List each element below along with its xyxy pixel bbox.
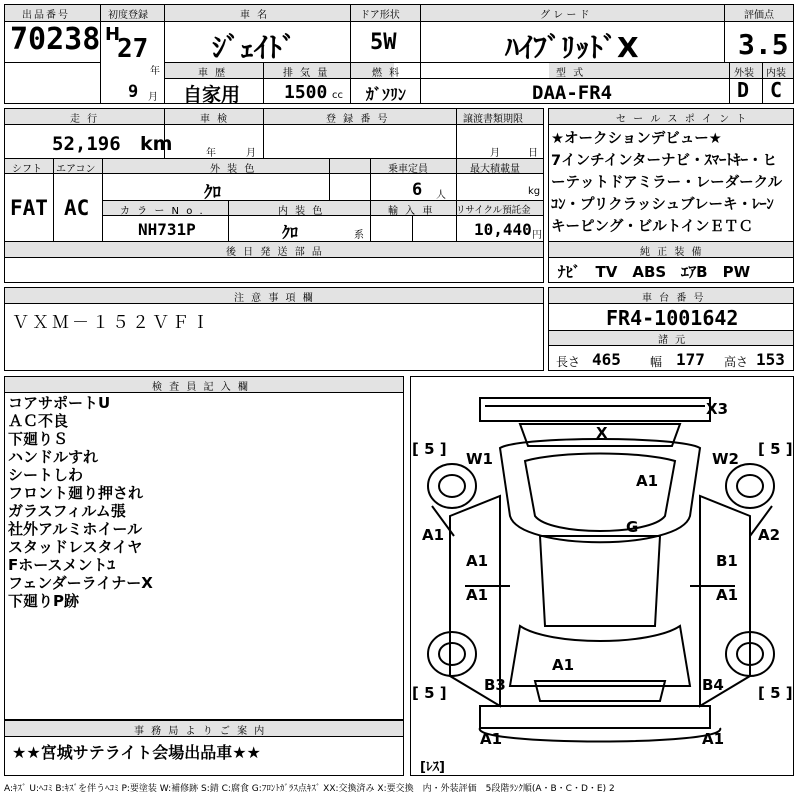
lot-label: 出品番号 — [22, 10, 70, 21]
damage-rear-bumper-right: A1 — [702, 730, 725, 748]
width: 177 — [676, 350, 705, 369]
displacement: 1500 — [284, 82, 328, 103]
history: 自家用 — [183, 84, 241, 106]
damage-tire-fr: [ 5 ] — [758, 440, 793, 458]
lot-number: 70238 — [10, 22, 101, 57]
damage-g: G — [626, 518, 639, 536]
damage-rear-door-right: A1 — [716, 586, 739, 604]
ext-grade: D — [737, 78, 750, 102]
legend-footer: A:ｷｽﾞ U:ﾍｺﾐ B:ｷｽﾞを伴うﾍｺﾐ P:要塗装 W:補修跡 S:錆 C:腐食 G:ﾌﾛﾝﾄｶﾞﾗｽ点ｷｽﾞ XX:交換済み X:要交換 内・外装評価 5段階ﾗﾝｸ順(A・B・C・D・E) 2 — [4, 784, 615, 794]
first-reg-label: 初度登録 — [108, 10, 148, 21]
damage-tire-rl: [ 5 ] — [412, 684, 447, 702]
door-type: 5W — [370, 30, 397, 55]
model-code: DAA-FR4 — [532, 82, 613, 104]
grade-label: グ レ ー ド — [540, 10, 590, 21]
recycle-fee: 10,440 — [474, 220, 532, 239]
mid-info-box — [4, 108, 544, 242]
score-label: 評価点 — [744, 10, 774, 21]
interior-color: ｸﾛ — [282, 223, 299, 242]
damage-front-door-left: A1 — [466, 552, 489, 570]
aircon: AC — [64, 196, 90, 220]
car-name: ｼﾞｪｲﾄﾞ — [212, 31, 297, 64]
damage-x: X — [596, 424, 608, 442]
damage-trunk: A1 — [552, 656, 575, 674]
damage-hood: A1 — [636, 472, 659, 490]
sales-points: ★オークションデビュー★ 7インチインターナビ・ｽﾏｰﾄｷｰ・ヒ ーテットドアミラー・レーダークル ｺﾝ・プリクラッシュブレーキ・ﾚｰﾝ キーピング・ビルトインＥＴＣ — [551, 131, 783, 235]
equipment: ﾅﾋﾞ TV ABS ｴｱB PW — [558, 263, 751, 281]
exterior-color: ｸﾛ — [204, 183, 221, 203]
fuel: ｶﾞｿﾘﾝ — [366, 85, 407, 104]
capacity: 6 — [412, 180, 423, 200]
office-message: ★★宮城サテライト会場出品車★★ — [12, 743, 261, 762]
damage-front-door-right: B1 — [716, 552, 738, 570]
reg-year: 27 — [117, 34, 149, 64]
mileage: 52,196 — [52, 133, 121, 155]
damage-w1: W1 — [466, 450, 493, 468]
damage-rear-door-left: A1 — [466, 586, 489, 604]
damage-right-fender: A2 — [758, 526, 781, 544]
name-label: 車 名 — [240, 10, 270, 21]
notes-text: ＶＸＭ－１５２ＶＦＩ — [12, 313, 212, 333]
inspector-notes: コアサポートU ＡＣ不良 下廻りＳ ハンドルすれ シートしわ フロント廻り押され ガラスフィルム張 社外アルミホイール スタッドレスタイヤ Fホースメントﾕ フェンダーライナーX 下廻りP跡 — [8, 394, 153, 610]
damage-tire-rr: [ 5 ] — [758, 684, 793, 702]
damage-tire-fl: [ 5 ] — [412, 440, 447, 458]
grade: ﾊｲﾌﾞﾘｯﾄﾞX — [505, 31, 639, 64]
era: H — [105, 24, 121, 45]
chassis-number: FR4-1001642 — [606, 306, 739, 330]
int-grade: C — [770, 78, 783, 102]
damage-b3: B3 — [484, 676, 506, 694]
shift: FAT — [10, 196, 48, 220]
length: 465 — [592, 350, 621, 369]
damage-b4: B4 — [702, 676, 724, 694]
color-number: NH731P — [138, 220, 196, 239]
spare-tire: [ﾚｽ] — [420, 760, 445, 775]
door-label: ドア形状 — [360, 10, 400, 21]
score: 3.5 — [738, 28, 789, 61]
damage-x3: X3 — [706, 400, 729, 418]
damage-rear-bumper-left: A1 — [480, 730, 503, 748]
reg-month: 9 — [128, 82, 139, 102]
damage-w2: W2 — [712, 450, 739, 468]
height: 153 — [756, 350, 785, 369]
damage-left-fender: A1 — [422, 526, 445, 544]
